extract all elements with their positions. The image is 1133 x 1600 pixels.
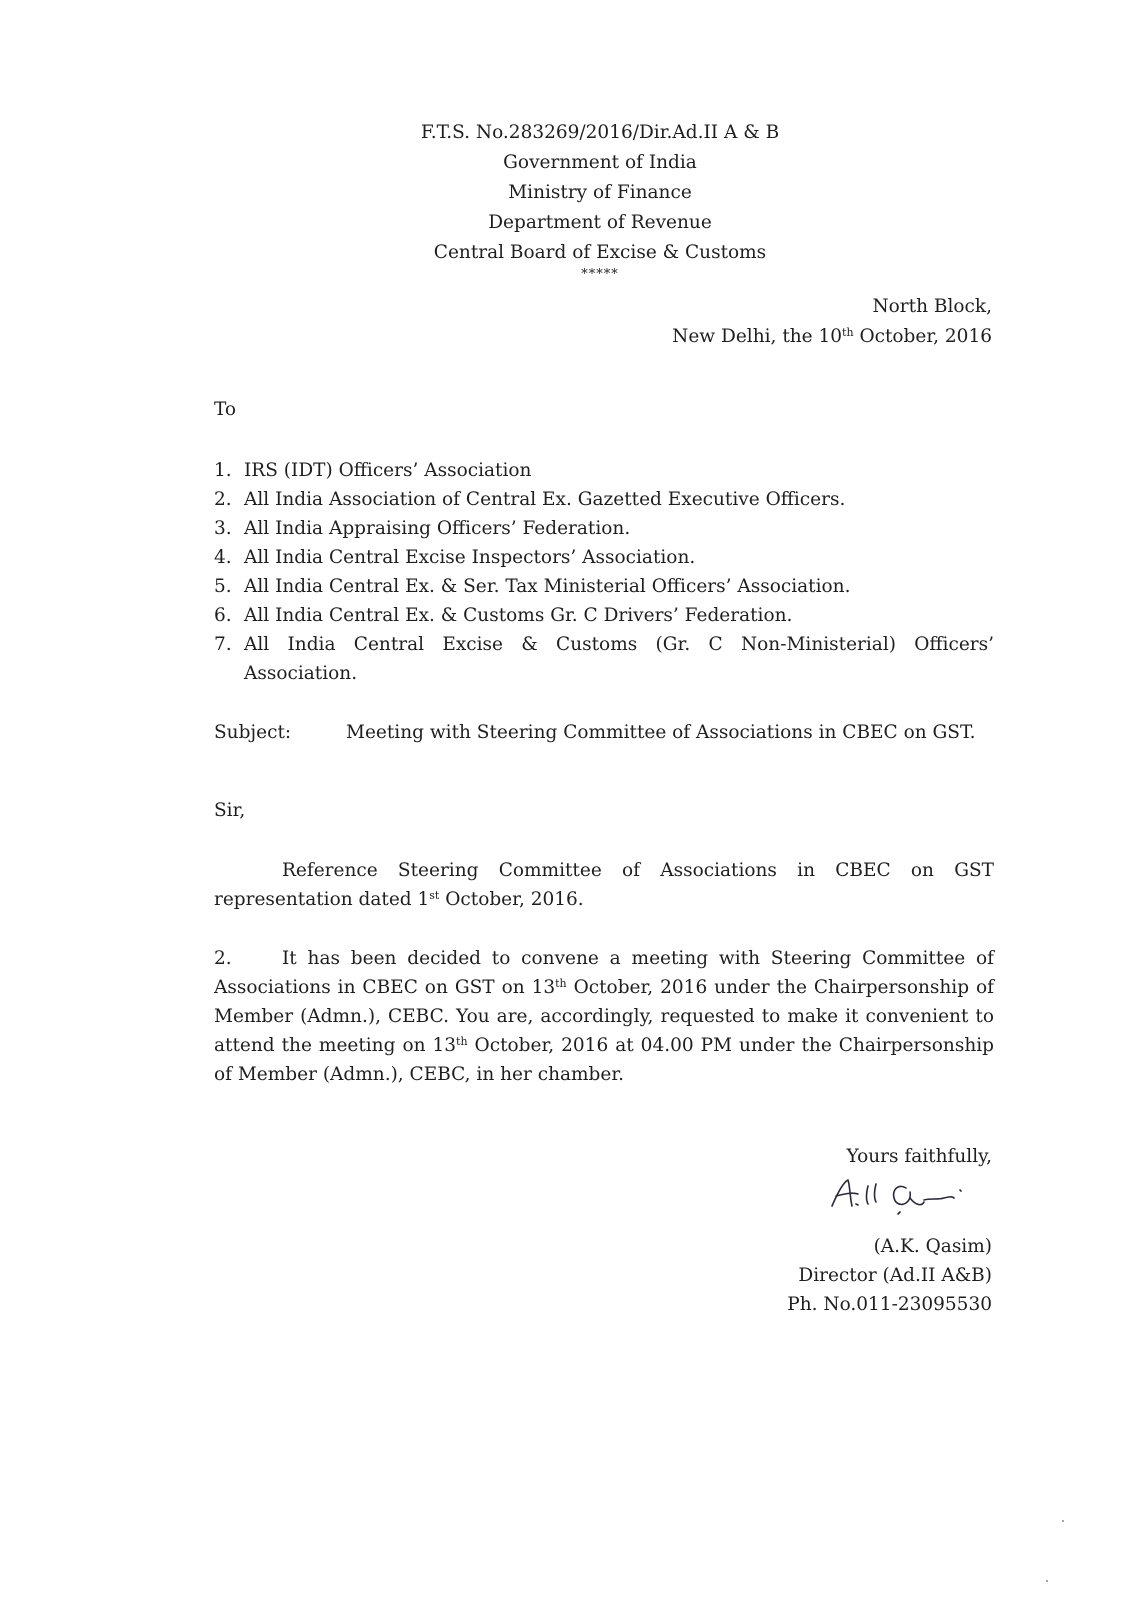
recipient-number: 4.: [214, 547, 232, 568]
subject-text: Meeting with Steering Committee of Associations in CBEC on GST.: [346, 722, 976, 743]
recipient-number: 7.: [214, 634, 232, 655]
file-number: F.T.S. No.283269/2016/Dir.Ad.II A & B: [420, 122, 780, 143]
recipient-item: [214, 601, 994, 630]
to-label: To: [214, 399, 237, 420]
recipient-name: All India Central Excise & Customs (Gr. C Non-Ministerial) Officers’ Association.: [244, 634, 994, 684]
recipient-name: All India Association of Central Ex. Gazetted Executive Officers.: [244, 489, 846, 510]
recipient-item: [214, 543, 994, 572]
address-block: [672, 292, 992, 352]
recipient-item: [214, 572, 994, 601]
signer-name: (A.K. Qasim): [873, 1236, 992, 1257]
letterhead: [300, 118, 900, 282]
recipient-name: All India Appraising Officers’ Federation.: [244, 518, 631, 539]
scan-speck: [1062, 1520, 1064, 1522]
paragraph-number: 2.: [214, 948, 232, 969]
recipient-number: 5.: [214, 576, 232, 597]
recipient-number: 2.: [214, 489, 232, 510]
paragraph-meeting: 2. It has been decided to convene a meeting with Steering Committee of Associations in CBEC on GST on 13th October, 2016 under the Chairpersonship of Member (Admn.), CEBC. You are, accordingly, requested to make it convenient to attend the meeting on 13th October, 2016 at 04.00 PM under the Chairpersonship of Member (Admn.), CEBC, in her chamber.: [214, 944, 994, 1089]
recipient-number: 6.: [214, 605, 232, 626]
letter-date: New Delhi, the 10th October, 2016: [672, 326, 992, 347]
header-stars: *****: [581, 267, 619, 282]
recipient-number: 3.: [214, 518, 232, 539]
subject-line: [214, 718, 994, 747]
salutation: Sir,: [214, 800, 246, 821]
recipient-item: [214, 514, 994, 543]
recipient-item: [214, 630, 994, 688]
paragraph-reference: Reference Steering Committee of Associations in CBEC on GST representation dated 1st October, 2016.: [214, 860, 994, 910]
recipient-name: All India Central Excise Inspectors’ Association.: [244, 547, 696, 568]
recipient-item: [214, 485, 994, 514]
closing: Yours faithfully,: [846, 1146, 992, 1167]
header-line-board: Central Board of Excise & Customs: [433, 242, 767, 263]
recipient-name: All India Central Ex. & Customs Gr. C Drivers’ Federation.: [244, 605, 793, 626]
recipient-name: All India Central Ex. & Ser. Tax Ministerial Officers’ Association.: [244, 576, 851, 597]
recipient-item: [214, 456, 994, 485]
recipient-number: 1.: [214, 460, 232, 481]
header-line-department: Department of Revenue: [488, 212, 712, 233]
header-line-government: Government of India: [503, 152, 697, 173]
signer-phone: Ph. No.011-23095530: [787, 1294, 992, 1315]
signer-designation: Director (Ad.II A&B): [798, 1265, 992, 1286]
signature-image: [826, 1172, 966, 1220]
recipient-list: [214, 456, 994, 688]
signer-block: [787, 1232, 992, 1319]
scan-speck: [1046, 1580, 1048, 1582]
header-line-ministry: Ministry of Finance: [508, 182, 692, 203]
recipient-name: IRS (IDT) Officers’ Association: [244, 460, 532, 481]
subject-label: Subject:: [214, 722, 292, 743]
address-line: North Block,: [872, 296, 992, 317]
